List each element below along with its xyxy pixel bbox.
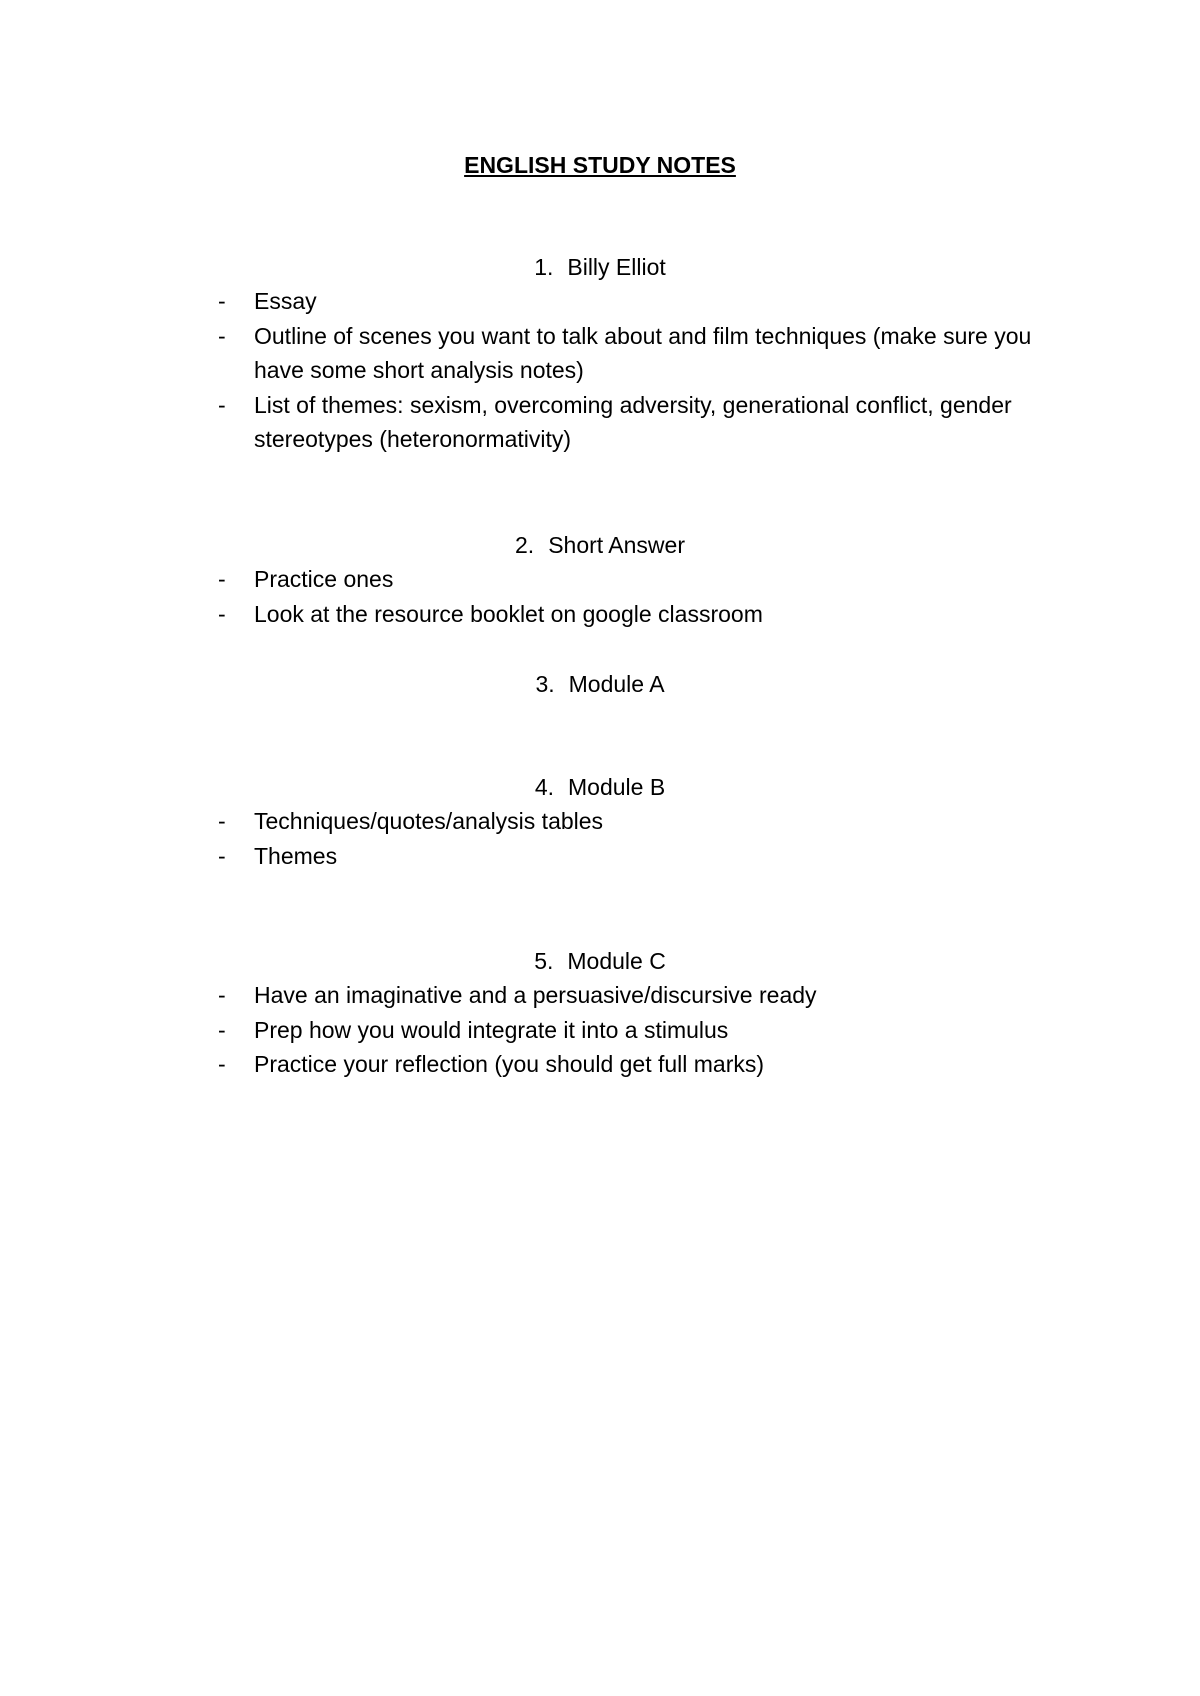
bullet-list [0,978,1200,1082]
document-title: ENGLISH STUDY NOTES [464,152,736,178]
section-module-c [0,944,1200,1082]
section-heading [0,944,1200,978]
list-item [0,978,1200,1013]
dash-bullet: - [218,600,226,627]
list-item [0,804,1200,839]
list-item [0,562,1200,597]
section-number: 1. [534,254,554,280]
dash-bullet: - [218,391,226,418]
list-item [0,1047,1200,1082]
section-heading [0,770,1200,804]
bullet-list [0,562,1200,631]
list-item-text: Techniques/quotes/analysis tables [254,808,604,834]
section-title: Short Answer [548,532,685,558]
list-item-text: Have an imaginative and a persuasive/discursive ready [254,982,817,1008]
list-item [0,388,1200,457]
list-item [0,1013,1200,1048]
list-item-text: Practice your reflection (you should get full marks) [254,1051,765,1077]
dash-bullet: - [218,808,226,834]
section-title: Module A [568,671,665,697]
section-billy-elliot [0,250,1200,457]
dash-bullet: - [218,842,226,869]
section-heading [0,250,1200,284]
list-item [0,319,1200,388]
list-item [0,839,1200,874]
section-number: 4. [534,774,554,800]
dash-bullet: - [218,982,226,1008]
list-item-text: Prep how you would integrate it into a stimulus [254,1016,729,1043]
section-title: Module C [567,948,666,974]
section-title: Billy Elliot [567,254,666,280]
dash-bullet: - [218,1016,226,1043]
section-module-b [0,770,1200,873]
section-number: 5. [534,948,554,974]
section-number: 3. [535,671,555,697]
dash-bullet: - [218,288,226,314]
section-number: 2. [515,532,535,558]
section-heading [0,528,1200,562]
dash-bullet: - [218,566,226,592]
list-item-text: Essay [254,288,317,314]
bullet-list [0,804,1200,873]
section-short-answer [0,528,1200,631]
section-heading [0,667,1200,701]
dash-bullet: - [218,322,226,349]
list-item-text: List of themes: sexism, overcoming adversity, generational conflict, gender stereotypes (heteronormativity) [254,391,1012,452]
dash-bullet: - [218,1051,226,1077]
section-title: Module B [568,774,666,800]
list-item [0,284,1200,319]
list-item [0,597,1200,632]
list-item-text: Practice ones [254,566,394,592]
bullet-list [0,284,1200,457]
list-item-text: Outline of scenes you want to talk about and film techniques (make sure you have some short analysis notes) [254,322,1032,383]
list-item-text: Themes [254,842,338,869]
list-item-text: Look at the resource booklet on google classroom [254,600,763,627]
section-module-a [0,667,1200,701]
